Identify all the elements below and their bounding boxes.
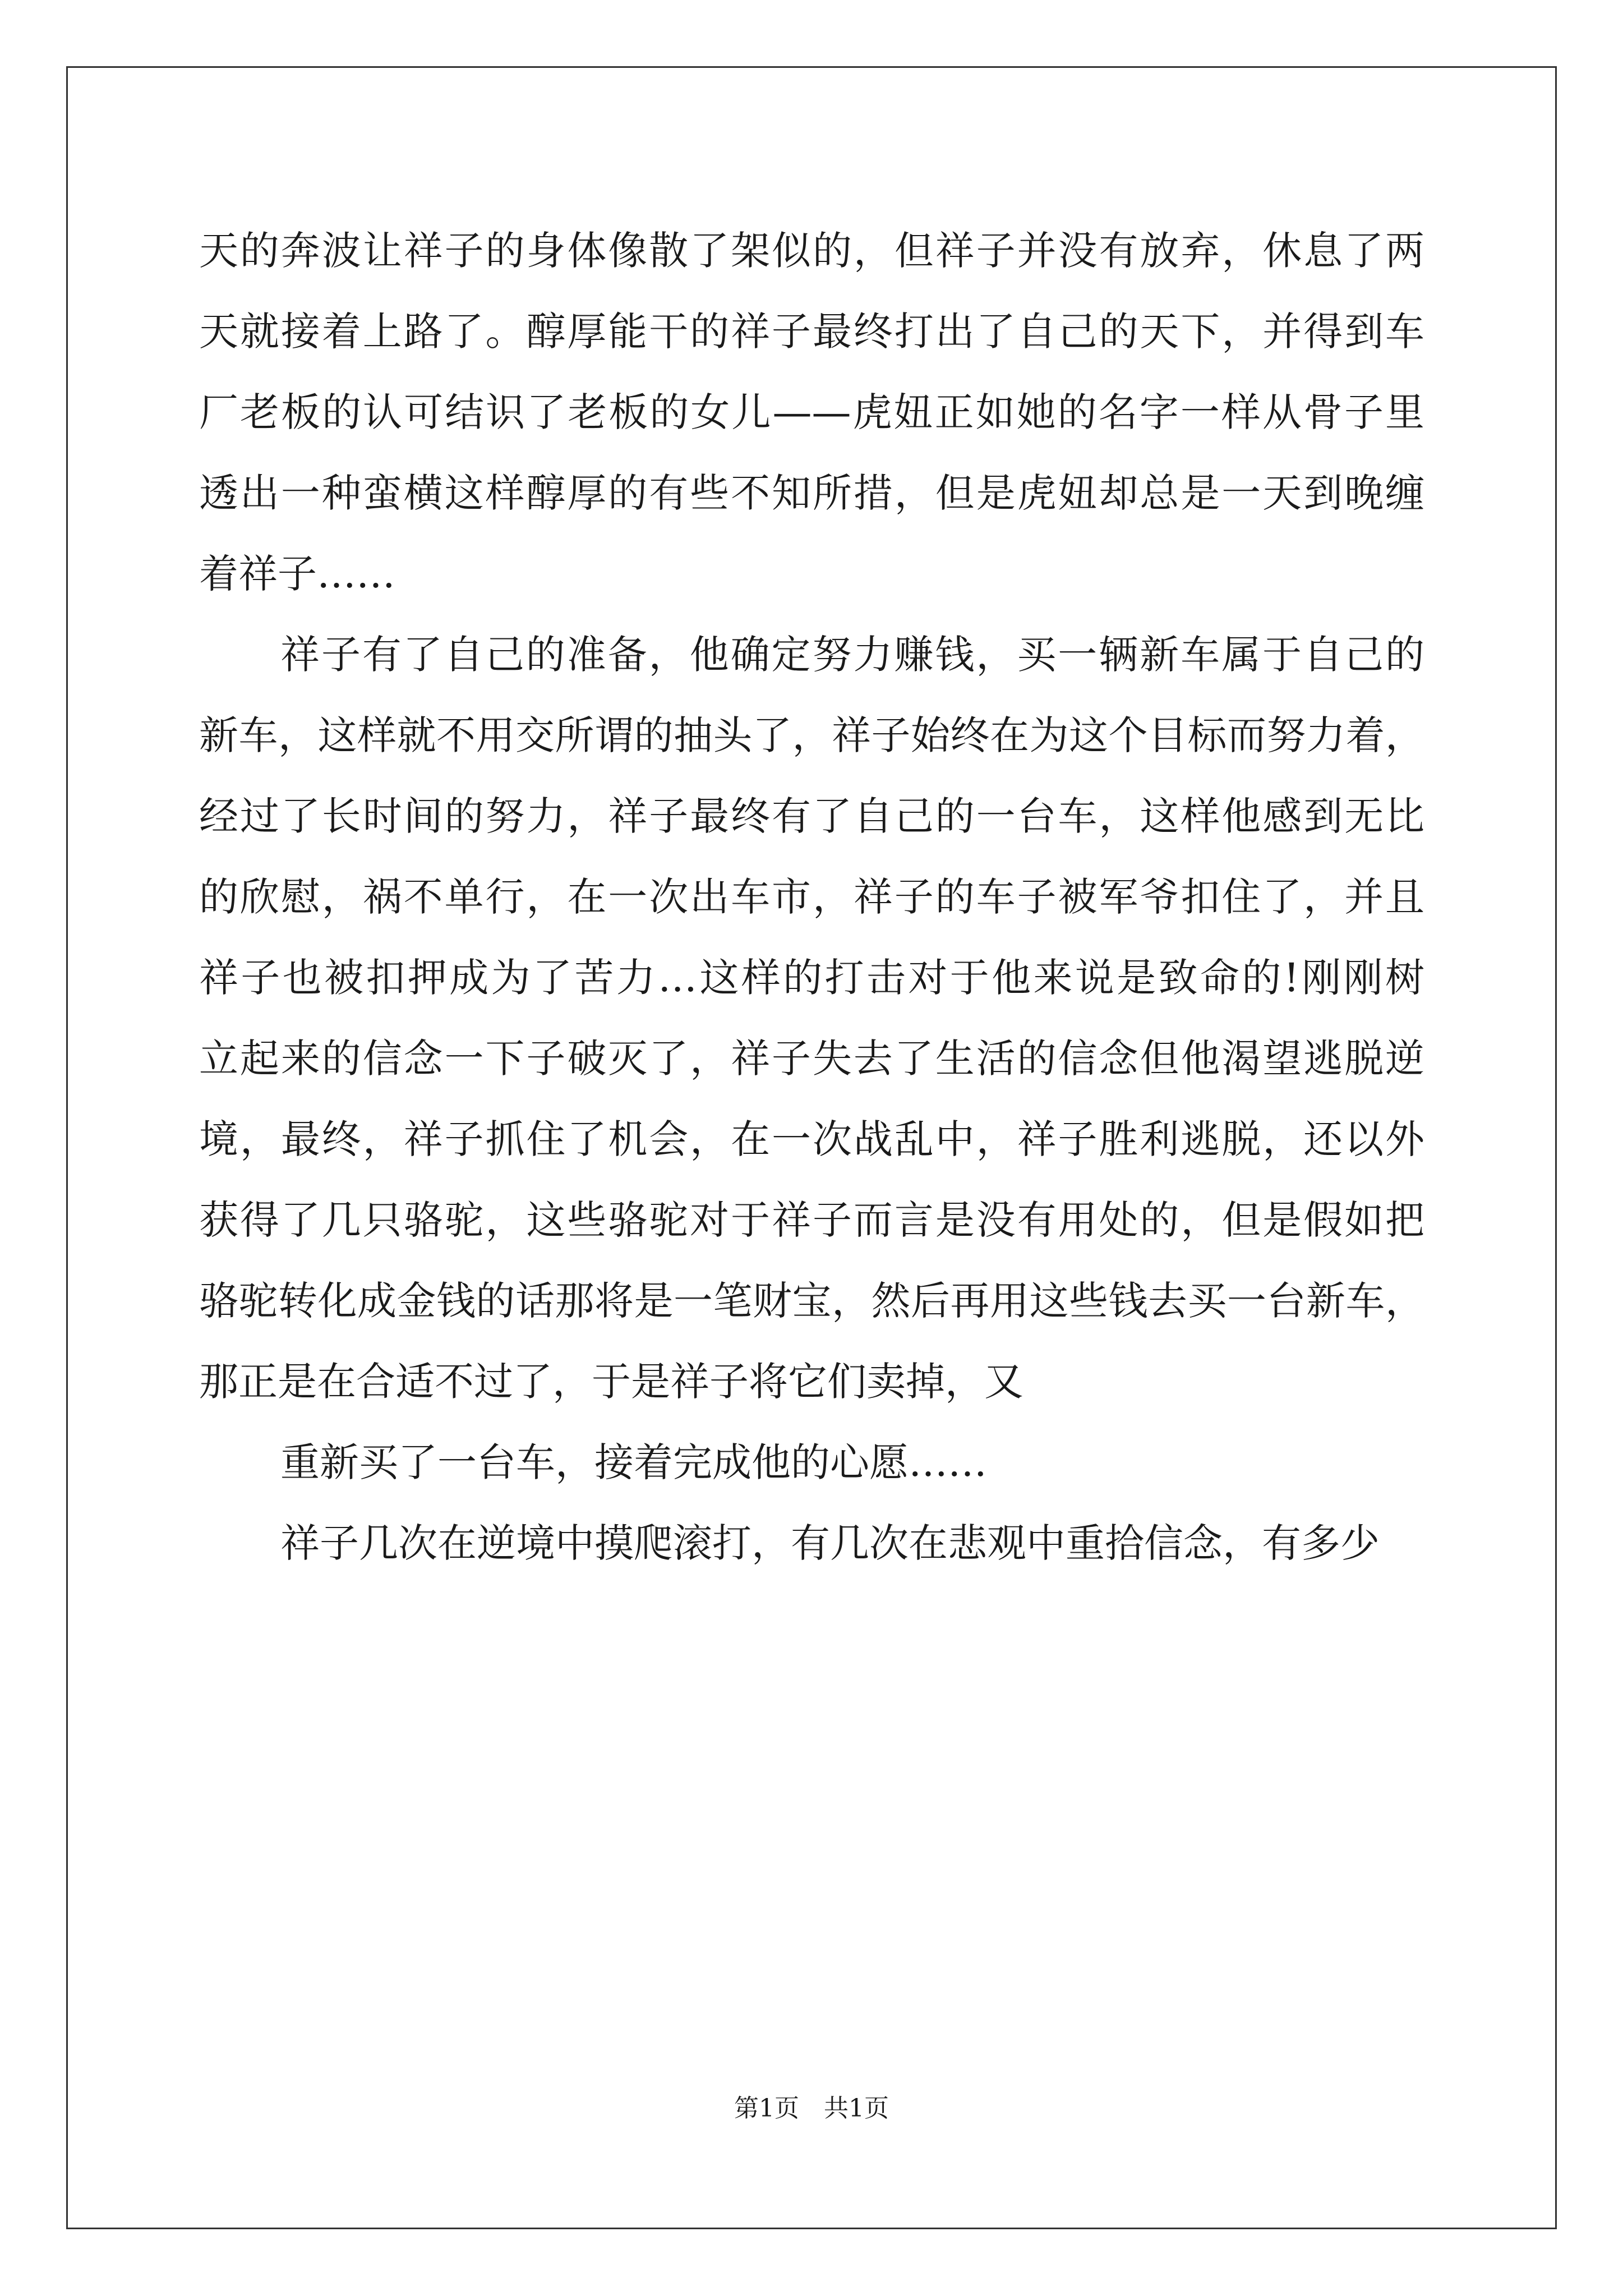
text-line: 新车，这样就不用交所谓的抽头了，祥子始终在为这个目标而努力着， — [199, 712, 1424, 758]
text-line: 骆驼转化成金钱的话那将是一笔财宝，然后再用这些钱去买一台新车， — [199, 1278, 1424, 1324]
document-body — [199, 210, 1424, 1584]
text-line: 祥子几次在逆境中摸爬滚打，有几次在悲观中重拾信念，有多少 — [280, 1520, 1380, 1566]
text-line: 祥子也被扣押成为了苦力…这样的打击对于他来说是致命的!刚刚树 — [199, 955, 1424, 1001]
text-line: 的欣慰，祸不单行，在一次出车市，祥子的车子被军爷扣住了，并且 — [199, 874, 1424, 920]
text-line: 那正是在合适不过了，于是祥子将它们卖掉，又 — [199, 1359, 1023, 1405]
text-line: 天的奔波让祥子的身体像散了架似的，但祥子并没有放弃，休息了两 — [199, 228, 1424, 274]
text-line: 经过了长时间的努力，祥子最终有了自己的一台车，这样他感到无比 — [199, 793, 1424, 839]
text-line: 祥子有了自己的准备，他确定努力赚钱，买一辆新车属于自己的 — [280, 632, 1424, 678]
text-line: 厂老板的认可结识了老板的女儿——虎妞正如她的名字一样从骨子里 — [199, 389, 1424, 435]
text-line: 获得了几只骆驼，这些骆驼对于祥子而言是没有用处的，但是假如把 — [199, 1197, 1424, 1243]
text-line: 境，最终，祥子抓住了机会，在一次战乱中，祥子胜利逃脱，还以外 — [199, 1116, 1424, 1162]
text-line: 立起来的信念一下子破灭了，祥子失去了生活的信念但他渴望逃脱逆 — [199, 1036, 1424, 1082]
text-line: 着祥子…… — [199, 551, 395, 597]
text-line: 透出一种蛮横这样醇厚的有些不知所措，但是虎妞却总是一天到晚缠 — [199, 470, 1424, 516]
text-line: 重新买了一台车，接着完成他的心愿…… — [280, 1439, 987, 1485]
text-line: 天就接着上路了。醇厚能干的祥子最终打出了自己的天下，并得到车 — [199, 309, 1424, 355]
page-footer: 第1页 共1页 — [734, 2094, 889, 2123]
